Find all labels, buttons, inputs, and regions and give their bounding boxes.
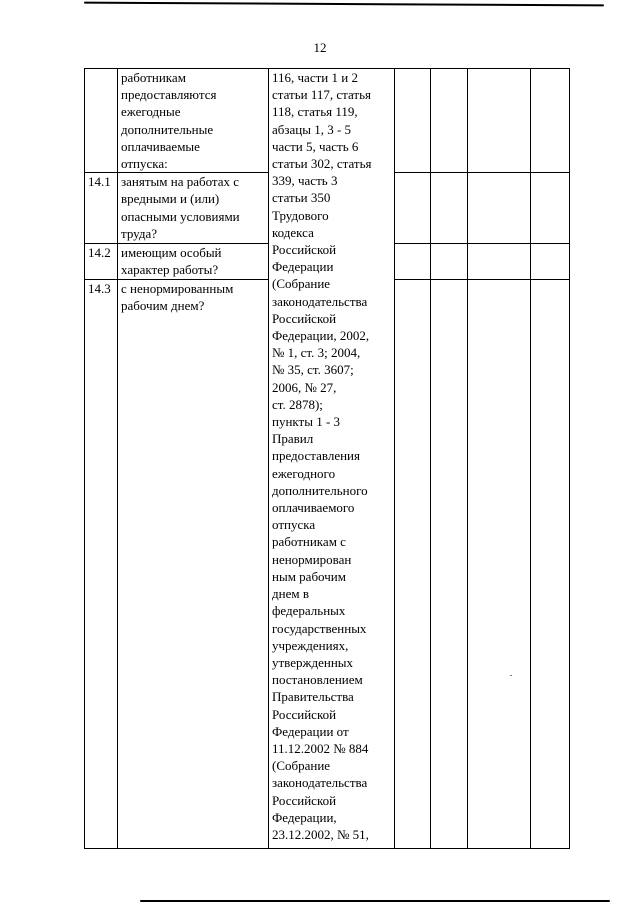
row-number: 14.3 [85, 279, 118, 848]
legal-line: Российской [272, 706, 337, 722]
page-number: 12 [313, 40, 327, 55]
row-number [85, 69, 118, 173]
legal-line: 11.12.2002 № 884 [272, 740, 369, 756]
text-line: оплачиваемые [121, 138, 200, 154]
answer-yes-cell [395, 244, 431, 279]
top-frame-line [84, 2, 604, 7]
legal-line: № 35, ст. 3607; [272, 362, 354, 378]
legal-basis-cell [269, 69, 395, 849]
legal-line: Правительства [272, 689, 354, 705]
legal-line: Трудового [272, 207, 329, 223]
answer-yes-cell [395, 69, 431, 173]
question-text [118, 279, 269, 848]
legal-line: Федерации, 2002, [272, 328, 370, 344]
legal-line: Российской [272, 792, 337, 808]
legal-line: ст. 2878); [272, 396, 323, 412]
question-text [118, 173, 269, 244]
text-line: имеющим особый [121, 245, 222, 261]
legal-line: статьи 117, статья [272, 87, 372, 103]
legal-line: учреждениях, [272, 637, 349, 653]
legal-line: оплачиваемого [272, 500, 355, 516]
bottom-frame-line [140, 900, 610, 902]
legal-line: работникам с [272, 534, 346, 550]
legal-line: Федерации [272, 259, 334, 275]
legal-line: днем в [272, 586, 309, 602]
legal-line: утвержденных [272, 654, 354, 670]
legal-line: пункты 1 - 3 [272, 414, 341, 430]
legal-line: статьи 302, статья [272, 156, 372, 172]
text-line: труда? [121, 225, 158, 241]
legal-line: законодательства [272, 293, 368, 309]
question-text [118, 69, 269, 173]
legal-line: Федерации от [272, 723, 349, 739]
legal-line: отпуска [272, 517, 316, 533]
answer-yes-cell [395, 173, 431, 244]
legal-line: законодательства [272, 775, 368, 791]
legal-line: Правил [272, 431, 314, 447]
legal-line: государственных [272, 620, 367, 636]
legal-line: 339, часть 3 [272, 173, 338, 189]
scan-speck [510, 675, 512, 676]
answer-no-cell [431, 69, 468, 173]
answer-na-cell [468, 244, 531, 279]
text-line: занятым на работах с [121, 174, 240, 190]
legal-line: абзацы 1, 3 - 5 [272, 121, 352, 137]
answer-no-cell [431, 173, 468, 244]
legal-line: предоставления [272, 448, 360, 464]
table-row [85, 69, 570, 173]
text-line: дополнительные [121, 121, 214, 137]
legal-line: федеральных [272, 603, 346, 619]
legal-line: дополнительного [272, 482, 368, 498]
note-cell [531, 69, 570, 173]
text-line: опасными условиями [121, 208, 240, 224]
legal-line: ежегодного [272, 465, 336, 481]
note-cell [531, 279, 570, 848]
question-text [118, 244, 269, 279]
legal-line: части 5, часть 6 [272, 138, 359, 154]
legal-line: Российской [272, 310, 337, 326]
legal-line: статьи 350 [272, 190, 331, 206]
answer-na-cell [468, 69, 531, 173]
answer-na-cell [468, 173, 531, 244]
legal-line: Российской [272, 242, 337, 258]
note-cell [531, 244, 570, 279]
text-line: характер работы? [121, 262, 219, 278]
text-line: вредными и (или) [121, 191, 220, 207]
legal-line: 118, статья 119, [272, 104, 358, 120]
row-number: 14.2 [85, 244, 118, 279]
legal-line: (Собрание [272, 276, 331, 292]
legal-line: ным рабочим [272, 568, 346, 584]
legal-line: № 1, ст. 3; 2004, [272, 345, 361, 361]
answer-no-cell [431, 244, 468, 279]
answer-na-cell [468, 279, 531, 848]
legal-line: Федерации, [272, 809, 337, 825]
answer-yes-cell [395, 279, 431, 848]
text-line: рабочим днем? [121, 297, 205, 313]
checklist-table [84, 68, 570, 849]
answer-no-cell [431, 279, 468, 848]
row-number: 14.1 [85, 173, 118, 244]
legal-line: 2006, № 27, [272, 379, 337, 395]
legal-line: (Собрание [272, 758, 331, 774]
text-line: предоставляются [121, 87, 217, 103]
legal-line: кодекса [272, 224, 314, 240]
legal-line: ненормирован [272, 551, 352, 567]
legal-line: 116, части 1 и 2 [272, 70, 358, 85]
legal-line: 23.12.2002, № 51, [272, 826, 369, 842]
text-line: работникам [121, 70, 186, 85]
text-line: ежегодные [121, 104, 181, 120]
legal-line: постановлением [272, 672, 363, 688]
text-line: отпуска: [121, 156, 168, 172]
note-cell [531, 173, 570, 244]
text-line: с ненормированным [121, 280, 234, 296]
